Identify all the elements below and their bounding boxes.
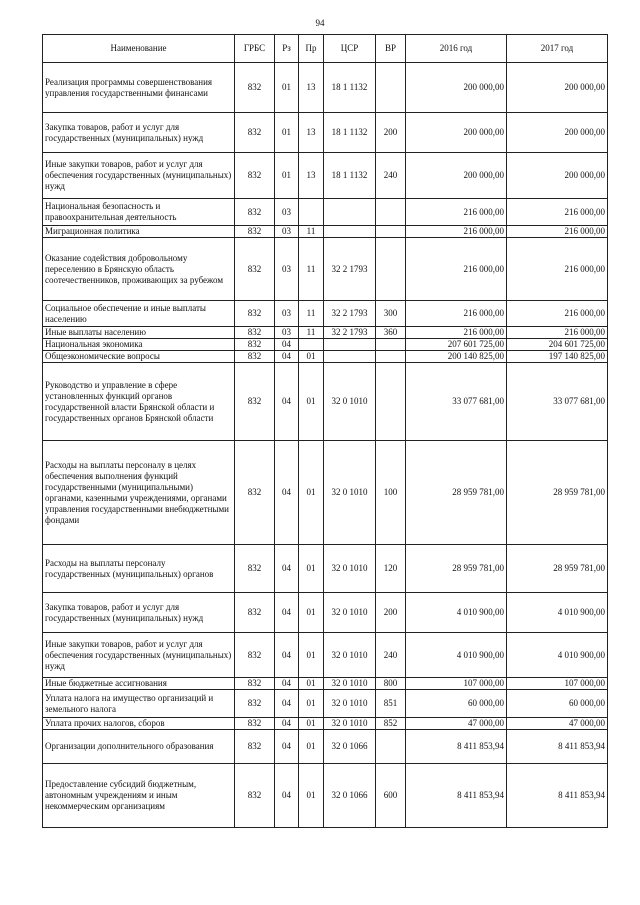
cell-csr: 32 0 1010 xyxy=(324,633,376,678)
cell-name: Национальная безопасность и правоохранительная деятельность xyxy=(43,199,235,226)
cell-vr: 200 xyxy=(376,593,406,633)
cell-pr: 01 xyxy=(299,593,324,633)
cell-vr: 240 xyxy=(376,153,406,199)
table-row xyxy=(43,63,608,113)
cell-csr: 32 2 1793 xyxy=(324,238,376,301)
table-row xyxy=(43,633,608,678)
cell-name: Предоставление субсидий бюджетным, автономным учреждениям и иным некоммерческим организациям xyxy=(43,764,235,828)
cell-y2016: 216 000,00 xyxy=(406,238,507,301)
cell-rz: 04 xyxy=(275,593,299,633)
cell-pr: 11 xyxy=(299,327,324,339)
cell-vr: 800 xyxy=(376,678,406,690)
header-vr: ВР xyxy=(376,35,406,63)
cell-pr: 01 xyxy=(299,690,324,718)
cell-rz: 04 xyxy=(275,633,299,678)
table-row xyxy=(43,690,608,718)
cell-name: Миграционная политика xyxy=(43,226,235,238)
cell-pr: 01 xyxy=(299,718,324,730)
cell-grbs: 832 xyxy=(235,301,275,327)
cell-rz: 03 xyxy=(275,301,299,327)
cell-y2017: 216 000,00 xyxy=(507,301,608,327)
cell-grbs: 832 xyxy=(235,339,275,351)
header-row xyxy=(43,35,608,63)
cell-pr: 01 xyxy=(299,545,324,593)
cell-pr: 13 xyxy=(299,153,324,199)
cell-vr xyxy=(376,63,406,113)
cell-y2016: 47 000,00 xyxy=(406,718,507,730)
cell-rz: 01 xyxy=(275,153,299,199)
table-row xyxy=(43,718,608,730)
cell-pr: 13 xyxy=(299,63,324,113)
cell-csr xyxy=(324,339,376,351)
cell-name: Общеэкономические вопросы xyxy=(43,351,235,363)
cell-name: Закупка товаров, работ и услуг для государственных (муниципальных) нужд xyxy=(43,113,235,153)
cell-y2016: 8 411 853,94 xyxy=(406,730,507,764)
table-row xyxy=(43,545,608,593)
cell-name: Иные бюджетные ассигнования xyxy=(43,678,235,690)
cell-rz: 04 xyxy=(275,718,299,730)
cell-y2016: 4 010 900,00 xyxy=(406,593,507,633)
cell-csr: 32 0 1066 xyxy=(324,730,376,764)
cell-pr: 01 xyxy=(299,764,324,828)
cell-grbs: 832 xyxy=(235,545,275,593)
cell-y2016: 33 077 681,00 xyxy=(406,363,507,441)
cell-y2017: 216 000,00 xyxy=(507,199,608,226)
cell-grbs: 832 xyxy=(235,63,275,113)
cell-pr: 11 xyxy=(299,238,324,301)
cell-pr xyxy=(299,199,324,226)
cell-vr xyxy=(376,339,406,351)
cell-vr: 360 xyxy=(376,327,406,339)
cell-rz: 01 xyxy=(275,63,299,113)
cell-grbs: 832 xyxy=(235,730,275,764)
cell-grbs: 832 xyxy=(235,593,275,633)
cell-y2017: 8 411 853,94 xyxy=(507,764,608,828)
cell-y2016: 200 000,00 xyxy=(406,63,507,113)
cell-vr: 240 xyxy=(376,633,406,678)
cell-vr xyxy=(376,351,406,363)
cell-y2016: 28 959 781,00 xyxy=(406,441,507,545)
cell-csr: 18 1 1132 xyxy=(324,153,376,199)
cell-rz: 01 xyxy=(275,113,299,153)
cell-grbs: 832 xyxy=(235,199,275,226)
cell-rz: 04 xyxy=(275,764,299,828)
cell-grbs: 832 xyxy=(235,363,275,441)
cell-grbs: 832 xyxy=(235,238,275,301)
budget-table xyxy=(42,34,608,828)
cell-y2017: 197 140 825,00 xyxy=(507,351,608,363)
cell-name: Реализация программы совершенствования управления государственными финансами xyxy=(43,63,235,113)
cell-y2017: 4 010 900,00 xyxy=(507,633,608,678)
cell-rz: 03 xyxy=(275,226,299,238)
cell-y2017: 204 601 725,00 xyxy=(507,339,608,351)
cell-csr: 32 0 1010 xyxy=(324,363,376,441)
table-row xyxy=(43,301,608,327)
cell-vr: 100 xyxy=(376,441,406,545)
cell-vr: 200 xyxy=(376,113,406,153)
cell-vr: 120 xyxy=(376,545,406,593)
cell-grbs: 832 xyxy=(235,690,275,718)
cell-name: Закупка товаров, работ и услуг для государственных (муниципальных) нужд xyxy=(43,593,235,633)
cell-csr: 18 1 1132 xyxy=(324,113,376,153)
cell-y2017: 216 000,00 xyxy=(507,238,608,301)
cell-vr xyxy=(376,226,406,238)
cell-grbs: 832 xyxy=(235,153,275,199)
table-row xyxy=(43,363,608,441)
cell-rz: 04 xyxy=(275,678,299,690)
cell-csr: 32 0 1010 xyxy=(324,718,376,730)
cell-y2016: 4 010 900,00 xyxy=(406,633,507,678)
cell-y2017: 28 959 781,00 xyxy=(507,545,608,593)
cell-y2017: 200 000,00 xyxy=(507,153,608,199)
cell-grbs: 832 xyxy=(235,327,275,339)
header-csr: ЦСР xyxy=(324,35,376,63)
cell-y2016: 8 411 853,94 xyxy=(406,764,507,828)
cell-csr: 32 0 1010 xyxy=(324,441,376,545)
cell-vr xyxy=(376,238,406,301)
cell-y2016: 216 000,00 xyxy=(406,327,507,339)
cell-pr: 01 xyxy=(299,678,324,690)
cell-rz: 03 xyxy=(275,199,299,226)
cell-csr xyxy=(324,199,376,226)
cell-vr: 851 xyxy=(376,690,406,718)
cell-name: Уплата прочих налогов, сборов xyxy=(43,718,235,730)
page-number: 94 xyxy=(315,18,325,28)
table-row xyxy=(43,678,608,690)
cell-y2017: 28 959 781,00 xyxy=(507,441,608,545)
cell-grbs: 832 xyxy=(235,441,275,545)
header-pr: Пр xyxy=(299,35,324,63)
cell-grbs: 832 xyxy=(235,113,275,153)
table-row xyxy=(43,593,608,633)
cell-name: Уплата налога на имущество организаций и земельного налога xyxy=(43,690,235,718)
cell-y2017: 47 000,00 xyxy=(507,718,608,730)
table-row xyxy=(43,339,608,351)
header-name: Наименование xyxy=(43,35,235,63)
cell-y2017: 8 411 853,94 xyxy=(507,730,608,764)
cell-y2017: 107 000,00 xyxy=(507,678,608,690)
cell-y2017: 216 000,00 xyxy=(507,226,608,238)
cell-vr xyxy=(376,199,406,226)
cell-y2016: 200 000,00 xyxy=(406,113,507,153)
table-row xyxy=(43,327,608,339)
cell-vr: 600 xyxy=(376,764,406,828)
table-row xyxy=(43,113,608,153)
cell-rz: 03 xyxy=(275,238,299,301)
cell-y2016: 60 000,00 xyxy=(406,690,507,718)
cell-y2017: 200 000,00 xyxy=(507,63,608,113)
cell-y2017: 60 000,00 xyxy=(507,690,608,718)
cell-name: Расходы на выплаты персоналу государственных (муниципальных) органов xyxy=(43,545,235,593)
cell-pr: 13 xyxy=(299,113,324,153)
cell-csr: 32 0 1010 xyxy=(324,593,376,633)
cell-vr: 852 xyxy=(376,718,406,730)
cell-pr: 01 xyxy=(299,363,324,441)
cell-vr xyxy=(376,363,406,441)
cell-rz: 03 xyxy=(275,327,299,339)
cell-csr xyxy=(324,351,376,363)
table-row xyxy=(43,441,608,545)
cell-name: Иные закупки товаров, работ и услуг для обеспечения государственных (муниципальных) нужд xyxy=(43,153,235,199)
table-row xyxy=(43,730,608,764)
cell-vr xyxy=(376,730,406,764)
table-row xyxy=(43,153,608,199)
cell-csr: 32 0 1010 xyxy=(324,690,376,718)
header-2016: 2016 год xyxy=(406,35,507,63)
cell-name: Руководство и управление в сфере установленных функций органов государственной власти Брянской области и государственных органов Брянской области xyxy=(43,363,235,441)
cell-pr: 01 xyxy=(299,351,324,363)
cell-pr: 11 xyxy=(299,226,324,238)
cell-rz: 04 xyxy=(275,545,299,593)
header-rz: Рз xyxy=(275,35,299,63)
cell-rz: 04 xyxy=(275,730,299,764)
cell-y2017: 216 000,00 xyxy=(507,327,608,339)
cell-grbs: 832 xyxy=(235,678,275,690)
header-grbs: ГРБС xyxy=(235,35,275,63)
cell-name: Оказание содействия добровольному переселению в Брянскую область соотечественников, проживающих за рубежом xyxy=(43,238,235,301)
cell-grbs: 832 xyxy=(235,718,275,730)
cell-y2016: 107 000,00 xyxy=(406,678,507,690)
cell-pr: 01 xyxy=(299,633,324,678)
cell-name: Иные выплаты населению xyxy=(43,327,235,339)
cell-rz: 04 xyxy=(275,339,299,351)
cell-grbs: 832 xyxy=(235,633,275,678)
cell-y2017: 33 077 681,00 xyxy=(507,363,608,441)
cell-name: Национальная экономика xyxy=(43,339,235,351)
cell-csr: 18 1 1132 xyxy=(324,63,376,113)
cell-csr: 32 2 1793 xyxy=(324,301,376,327)
cell-y2016: 216 000,00 xyxy=(406,199,507,226)
cell-csr: 32 2 1793 xyxy=(324,327,376,339)
cell-name: Иные закупки товаров, работ и услуг для обеспечения государственных (муниципальных) нужд xyxy=(43,633,235,678)
cell-y2016: 207 601 725,00 xyxy=(406,339,507,351)
table-row xyxy=(43,351,608,363)
cell-y2016: 200 000,00 xyxy=(406,153,507,199)
header-2017: 2017 год xyxy=(507,35,608,63)
cell-y2016: 216 000,00 xyxy=(406,301,507,327)
cell-pr: 01 xyxy=(299,730,324,764)
table-row xyxy=(43,226,608,238)
cell-rz: 04 xyxy=(275,690,299,718)
cell-y2016: 200 140 825,00 xyxy=(406,351,507,363)
cell-grbs: 832 xyxy=(235,764,275,828)
cell-y2016: 216 000,00 xyxy=(406,226,507,238)
cell-y2017: 4 010 900,00 xyxy=(507,593,608,633)
cell-csr: 32 0 1010 xyxy=(324,678,376,690)
cell-pr: 01 xyxy=(299,441,324,545)
cell-rz: 04 xyxy=(275,363,299,441)
cell-vr: 300 xyxy=(376,301,406,327)
cell-name: Социальное обеспечение и иные выплаты населению xyxy=(43,301,235,327)
cell-y2017: 200 000,00 xyxy=(507,113,608,153)
cell-csr: 32 0 1010 xyxy=(324,545,376,593)
cell-grbs: 832 xyxy=(235,226,275,238)
cell-name: Расходы на выплаты персоналу в целях обеспечения выполнения функций государственными (муниципальными) органами, казенными учреждениями, органами управления государственными внебюджетными фондами xyxy=(43,441,235,545)
cell-grbs: 832 xyxy=(235,351,275,363)
table-row xyxy=(43,764,608,828)
cell-rz: 04 xyxy=(275,441,299,545)
cell-rz: 04 xyxy=(275,351,299,363)
cell-pr xyxy=(299,339,324,351)
cell-name: Организации дополнительного образования xyxy=(43,730,235,764)
cell-pr: 11 xyxy=(299,301,324,327)
cell-csr xyxy=(324,226,376,238)
table-row xyxy=(43,199,608,226)
cell-y2016: 28 959 781,00 xyxy=(406,545,507,593)
cell-csr: 32 0 1066 xyxy=(324,764,376,828)
table-row xyxy=(43,238,608,301)
